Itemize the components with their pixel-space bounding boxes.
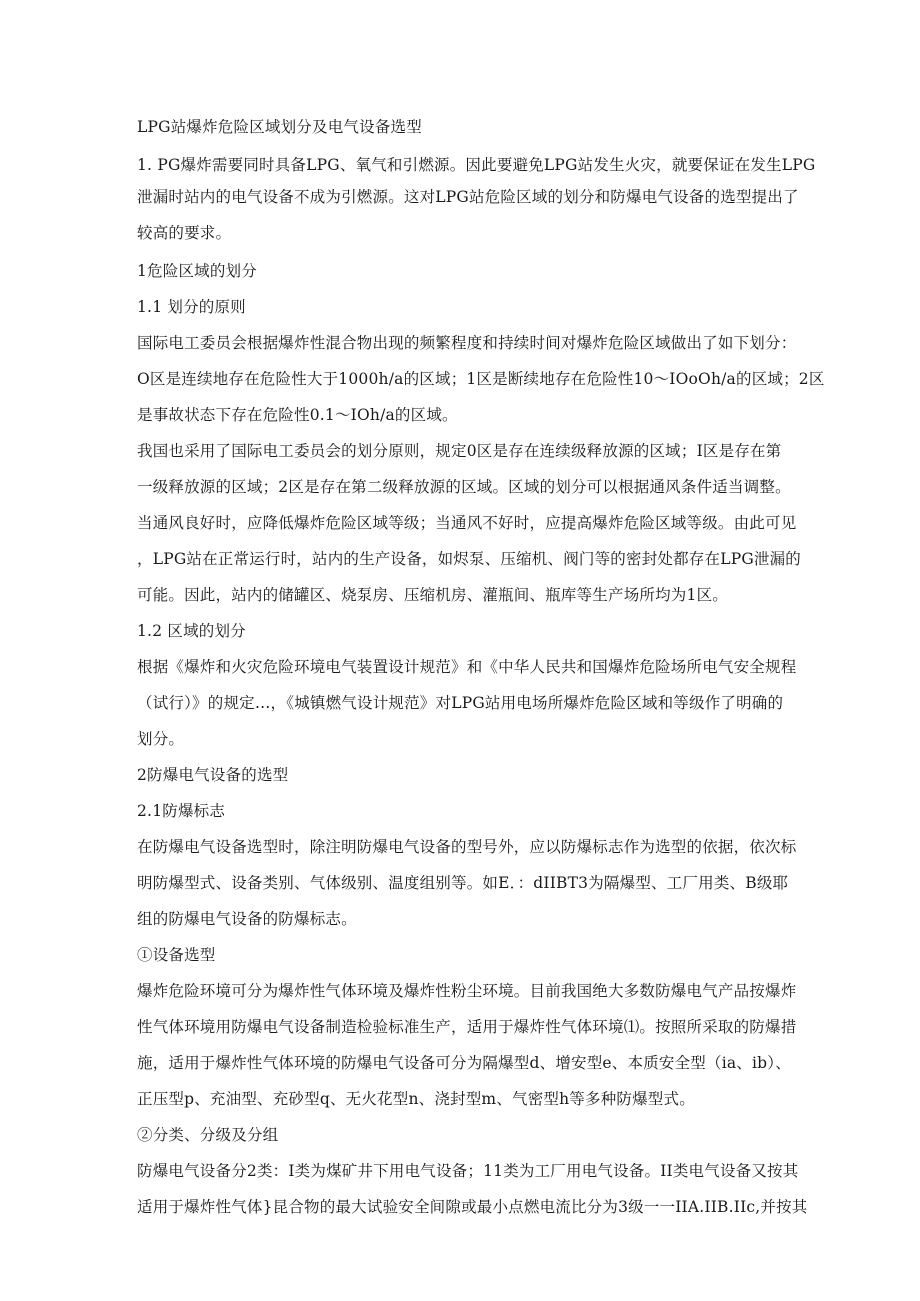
paragraph-line: 我国也采用了国际电工委员会的划分原则，规定0区是存在连续级释放源的区域；I区是存在第 — [137, 442, 782, 460]
document-title: LPG站爆炸危险区域划分及电气设备选型 — [137, 118, 422, 136]
subsection-heading: 1.2 区域的划分 — [137, 622, 246, 640]
paragraph-line: O区是连续地存在危险性大于1000h/a的区域；1区是断续地存在危险性10～IOoOh/a的区域；2区 — [137, 370, 825, 388]
paragraph-line: 根据《爆炸和火灾危险环境电气装置设计规范》和《中华人民共和国爆炸危险场所电气安全规程 — [137, 658, 797, 676]
paragraph-line: 正压型p、充油型、充砂型q、无火花型n、浇封型m、气密型h等多种防爆型式。 — [137, 1090, 695, 1108]
paragraph-line: 较高的要求。 — [137, 224, 232, 242]
subsection-heading: 1.1 划分的原则 — [137, 298, 246, 316]
paragraph-line: 国际电工委员会根据爆炸性混合物出现的频繁程度和持续时间对爆炸危险区域做出了如下划分： — [137, 334, 797, 352]
paragraph-line: 明防爆型式、设备类别、气体级别、温度组别等。如E．：dIIBT3为隔爆型、工厂用类、B级耶 — [137, 874, 789, 892]
paragraph-line: 在防爆电气设备选型时，除注明防爆电气设备的型号外，应以防爆标志作为选型的依据，依次标 — [137, 838, 797, 856]
paragraph-line: 泄漏时站内的电气设备不成为引燃源。这对LPG站危险区域的划分和防爆电气设备的选型提出了 — [137, 188, 799, 206]
subsection-heading: ②分类、分级及分组 — [137, 1126, 279, 1144]
paragraph-line: 当通风良好时，应降低爆炸危险区域等级；当通风不好时，应提高爆炸危险区域等级。由此可见 — [137, 514, 797, 532]
paragraph-line: ，LPG站在正常运行时，站内的生产设备，如烬泵、压缩机、阀门等的密封处都存在LPG泄漏的 — [137, 550, 802, 568]
subsection-heading: ①设备选型 — [137, 946, 216, 964]
paragraph-line: 是事故状态下存在危险性0.1～IOh/a的区域。 — [137, 406, 458, 424]
paragraph-line: （试行）》的规定…，《城镇燃气设计规范》对LPG站用电场所爆炸危险区域和等级作了明确的 — [137, 694, 784, 712]
paragraph-line: 施，适用于爆炸性气体环境的防爆电气设备可分为隔爆型d、增安型e、本质安全型（ia、ib）、 — [137, 1054, 791, 1072]
paragraph-line: 适用于爆炸性气体}昆合物的最大试验安全间隙或最小点燃电流比分为3级一一IIA.IIB.IIc,并按其 — [137, 1198, 808, 1216]
paragraph-line: 1. PG爆炸需要同时具备LPG、氧气和引燃源。因此要避免LPG站发生火灾，就要保证在发生LPG — [137, 156, 816, 174]
paragraph-line: 组的防爆电气设备的防爆标志。 — [137, 910, 357, 928]
section-heading: 2防爆电气设备的选型 — [137, 766, 289, 784]
paragraph-line: 防爆电气设备分2类：I类为煤矿井下用电气设备；11类为工厂用电气设备。II类电气设备又按其 — [137, 1162, 799, 1180]
paragraph-line: 可能。因此，站内的储罐区、烧泵房、压缩机房、灌瓶间、瓶库等生产场所均为1区。 — [137, 586, 728, 604]
subsection-heading: 2.1防爆标志 — [137, 802, 226, 820]
paragraph-line: 划分。 — [137, 730, 185, 748]
paragraph-line: 爆炸危险环境可分为爆炸性气体环境及爆炸性粉尘环境。目前我国绝大多数防爆电气产品按爆炸 — [137, 982, 797, 1000]
paragraph-line: 一级释放源的区域；2区是存在第二级释放源的区域。区域的划分可以根据通风条件适当调整。 — [137, 478, 791, 496]
section-heading: 1危险区域的划分 — [137, 262, 257, 280]
paragraph-line: 性气体环境用防爆电气设备制造检验标准生产，适用于爆炸性气体环境⑴。按照所采取的防爆措 — [137, 1018, 797, 1036]
